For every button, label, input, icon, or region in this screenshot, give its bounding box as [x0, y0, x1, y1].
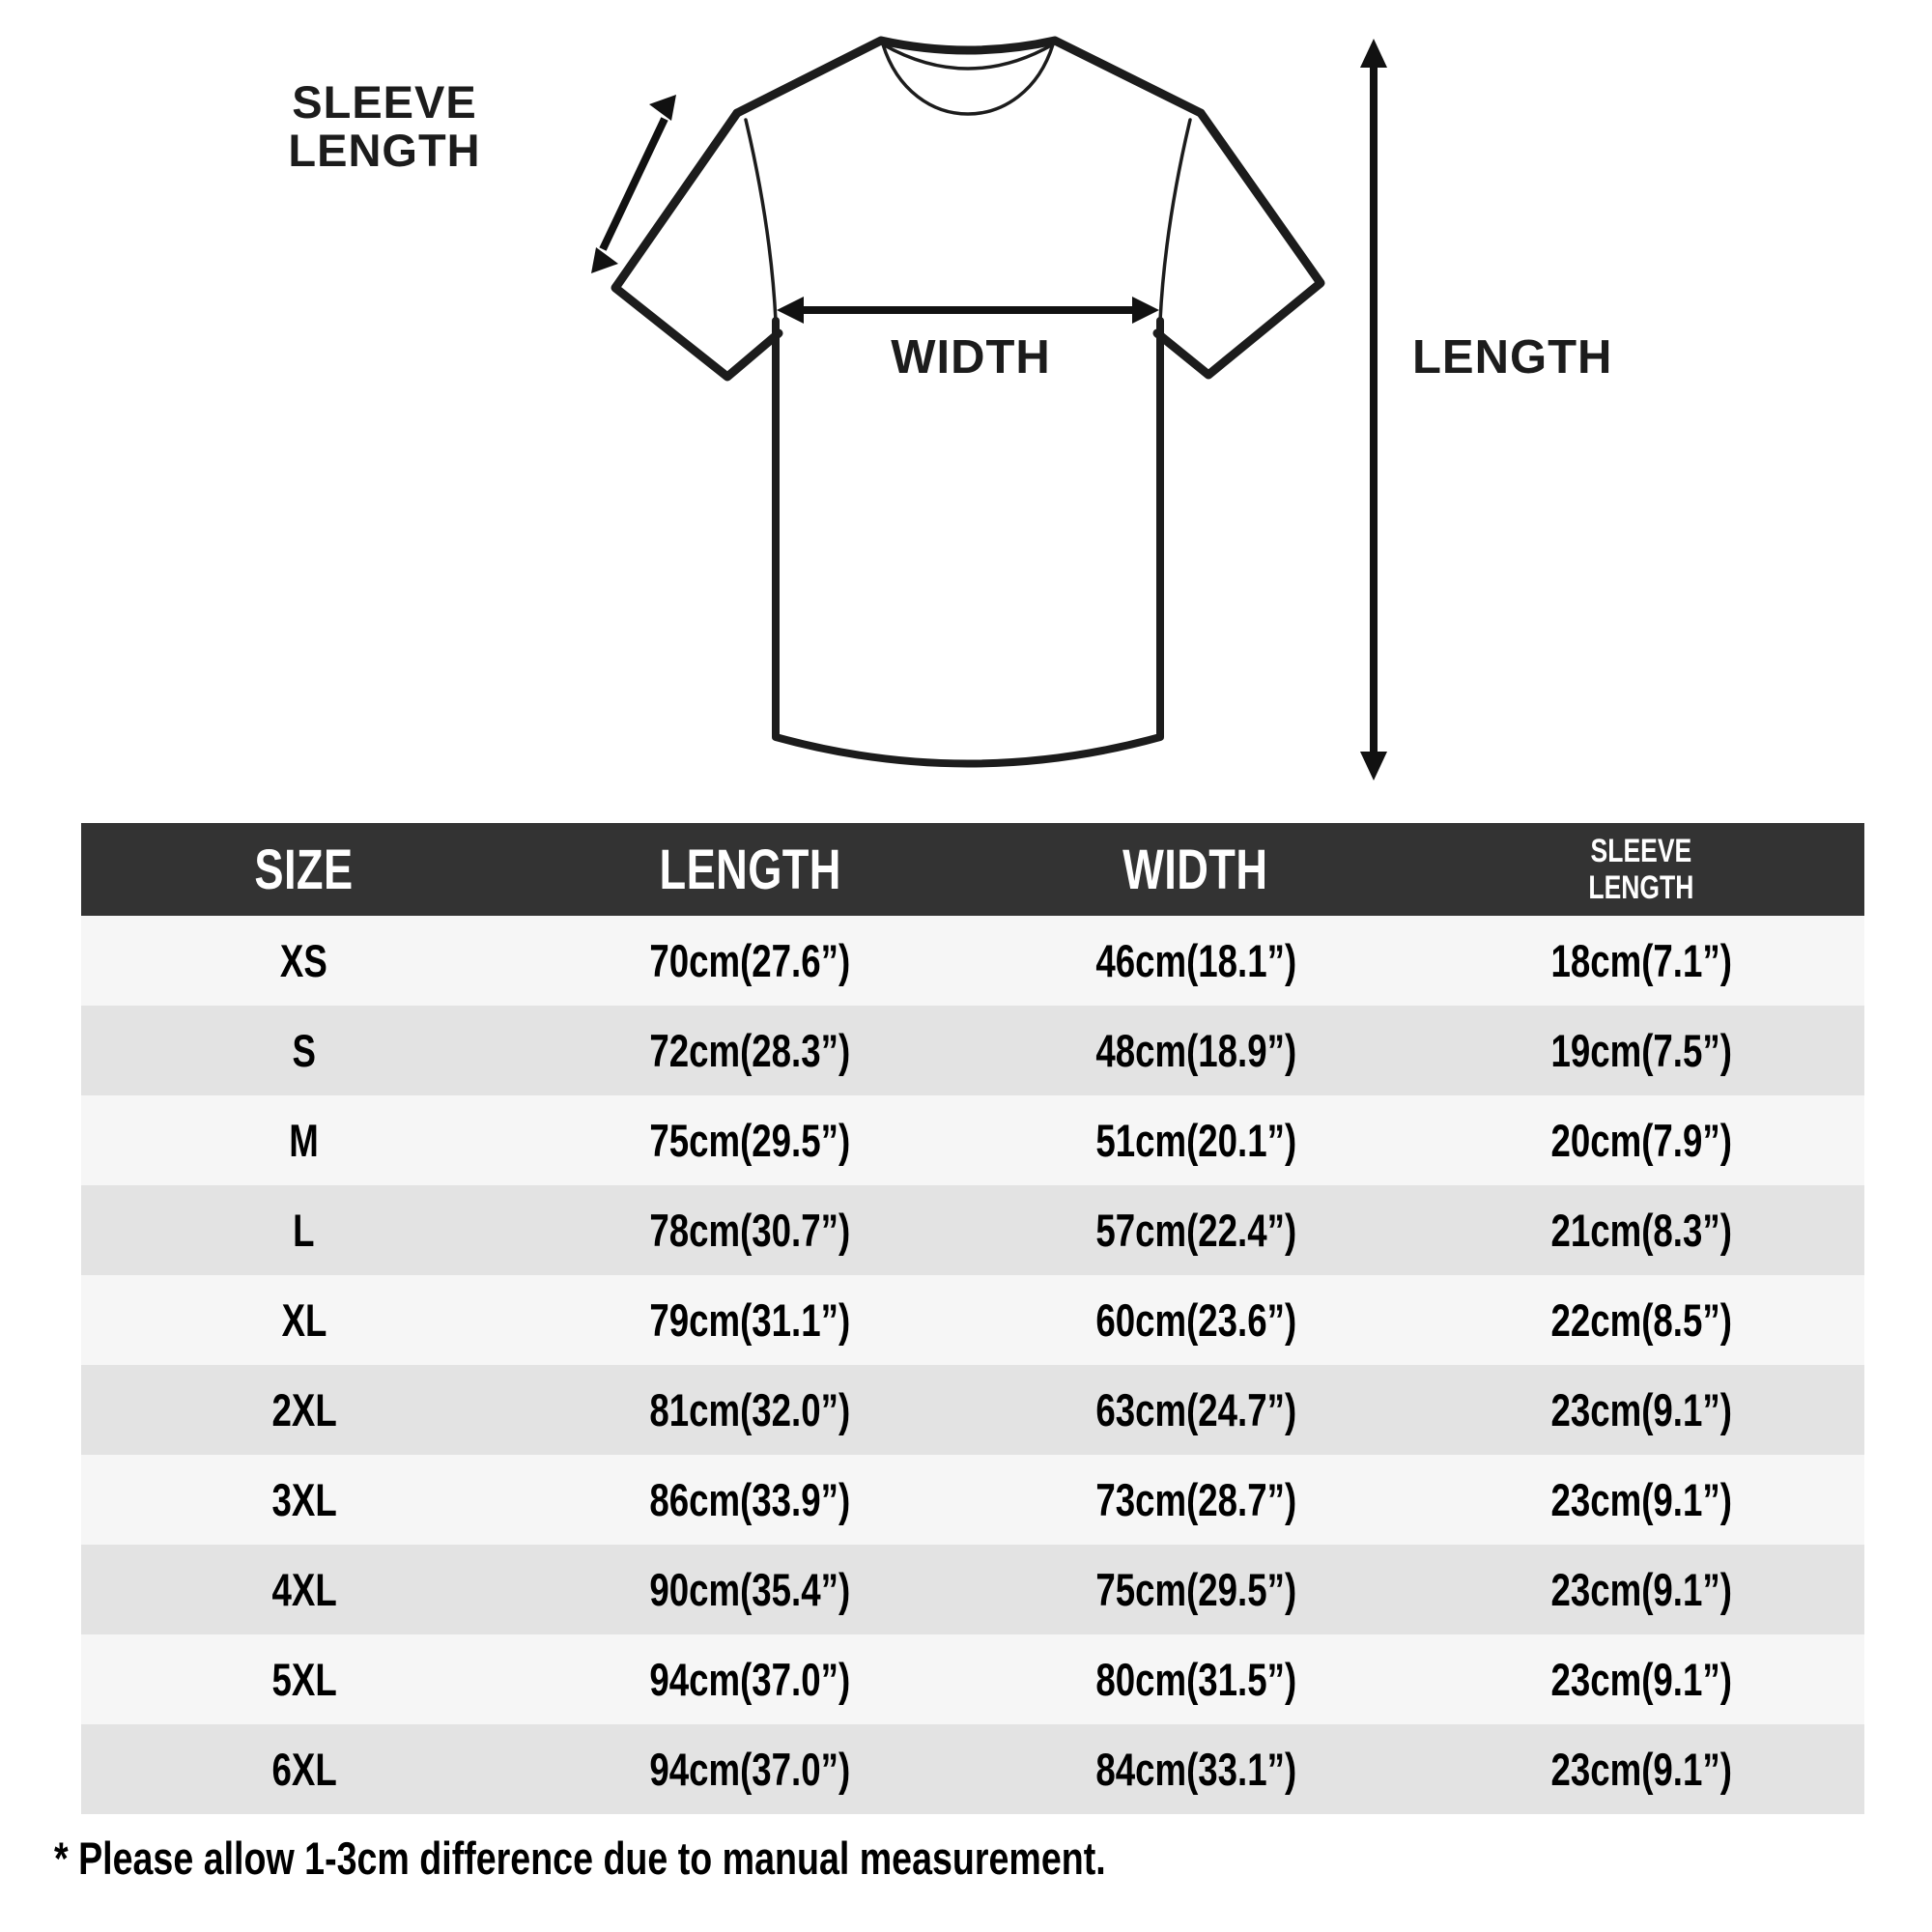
length-arrow	[1360, 39, 1387, 781]
width-cell: 46cm(18.1”)	[973, 916, 1419, 1006]
sleeve-cell: 18cm(7.1”)	[1419, 916, 1865, 1006]
table-row-5xl	[81, 1634, 1864, 1724]
width-cell: 51cm(20.1”)	[973, 1095, 1419, 1185]
length-cell: 86cm(33.9”)	[527, 1455, 974, 1545]
table-row-m	[81, 1095, 1864, 1185]
size-cell: XS	[81, 916, 527, 1006]
size-cell: L	[81, 1185, 527, 1275]
table-row-3xl	[81, 1455, 1864, 1545]
header-length: LENGTH	[527, 823, 974, 916]
size-cell: M	[81, 1095, 527, 1185]
length-cell: 75cm(29.5”)	[527, 1095, 974, 1185]
width-cell: 75cm(29.5”)	[973, 1545, 1419, 1634]
width-cell: 57cm(22.4”)	[973, 1185, 1419, 1275]
size-cell: XL	[81, 1275, 527, 1365]
table-row-l	[81, 1185, 1864, 1275]
length-cell: 72cm(28.3”)	[527, 1006, 974, 1095]
size-cell: S	[81, 1006, 527, 1095]
table-row-6xl	[81, 1724, 1864, 1814]
sleeve-length-label-line2: LENGTH	[288, 125, 481, 176]
length-label: LENGTH	[1412, 331, 1613, 384]
tshirt-outline	[615, 41, 1321, 764]
sleeve-cell: 23cm(9.1”)	[1419, 1724, 1865, 1814]
size-cell: 6XL	[81, 1724, 527, 1814]
table-row-xl	[81, 1275, 1864, 1365]
length-cell: 94cm(37.0”)	[527, 1634, 974, 1724]
sleeve-length-label-line1: SLEEVE	[292, 76, 477, 128]
size-cell: 4XL	[81, 1545, 527, 1634]
header-width: WIDTH	[973, 823, 1419, 916]
sleeve-cell: 23cm(9.1”)	[1419, 1634, 1865, 1724]
table-row-xs	[81, 916, 1864, 1006]
width-cell: 84cm(33.1”)	[973, 1724, 1419, 1814]
header-sleeve-length: SLEEVE LENGTH	[1419, 823, 1865, 916]
table-row-2xl	[81, 1365, 1864, 1455]
length-cell: 94cm(37.0”)	[527, 1724, 974, 1814]
sleeve-length-arrow	[591, 95, 676, 273]
size-cell: 3XL	[81, 1455, 527, 1545]
size-cell: 2XL	[81, 1365, 527, 1455]
sleeve-cell: 20cm(7.9”)	[1419, 1095, 1865, 1185]
length-cell: 90cm(35.4”)	[527, 1545, 974, 1634]
sleeve-cell: 23cm(9.1”)	[1419, 1455, 1865, 1545]
width-cell: 63cm(24.7”)	[973, 1365, 1419, 1455]
width-cell: 60cm(23.6”)	[973, 1275, 1419, 1365]
sleeve-cell: 23cm(9.1”)	[1419, 1365, 1865, 1455]
size-table-body	[81, 916, 1864, 1814]
collar-front-line	[883, 44, 1053, 114]
tshirt-measurement-diagram	[0, 0, 1932, 823]
measurement-footnote: * Please allow 1-3cm difference due to manual measurement.	[54, 1833, 1106, 1884]
length-cell: 81cm(32.0”)	[527, 1365, 974, 1455]
table-row-4xl	[81, 1545, 1864, 1634]
width-cell: 80cm(31.5”)	[973, 1634, 1419, 1724]
sleeve-cell: 22cm(8.5”)	[1419, 1275, 1865, 1365]
size-cell: 5XL	[81, 1634, 527, 1724]
sleeve-cell: 21cm(8.3”)	[1419, 1185, 1865, 1275]
width-cell: 48cm(18.9”)	[973, 1006, 1419, 1095]
length-cell: 78cm(30.7”)	[527, 1185, 974, 1275]
body-right-seam	[1160, 120, 1190, 321]
length-cell: 79cm(31.1”)	[527, 1275, 974, 1365]
width-cell: 73cm(28.7”)	[973, 1455, 1419, 1545]
body-left-seam	[746, 120, 776, 321]
size-table-header	[81, 823, 1864, 916]
sleeve-cell: 19cm(7.5”)	[1419, 1006, 1865, 1095]
sleeve-cell: 23cm(9.1”)	[1419, 1545, 1865, 1634]
width-arrow	[777, 297, 1159, 324]
table-row-s	[81, 1006, 1864, 1095]
length-cell: 70cm(27.6”)	[527, 916, 974, 1006]
width-label: WIDTH	[891, 331, 1051, 384]
header-size: SIZE	[81, 823, 527, 916]
header-row	[81, 823, 1864, 916]
size-table	[81, 823, 1864, 1814]
